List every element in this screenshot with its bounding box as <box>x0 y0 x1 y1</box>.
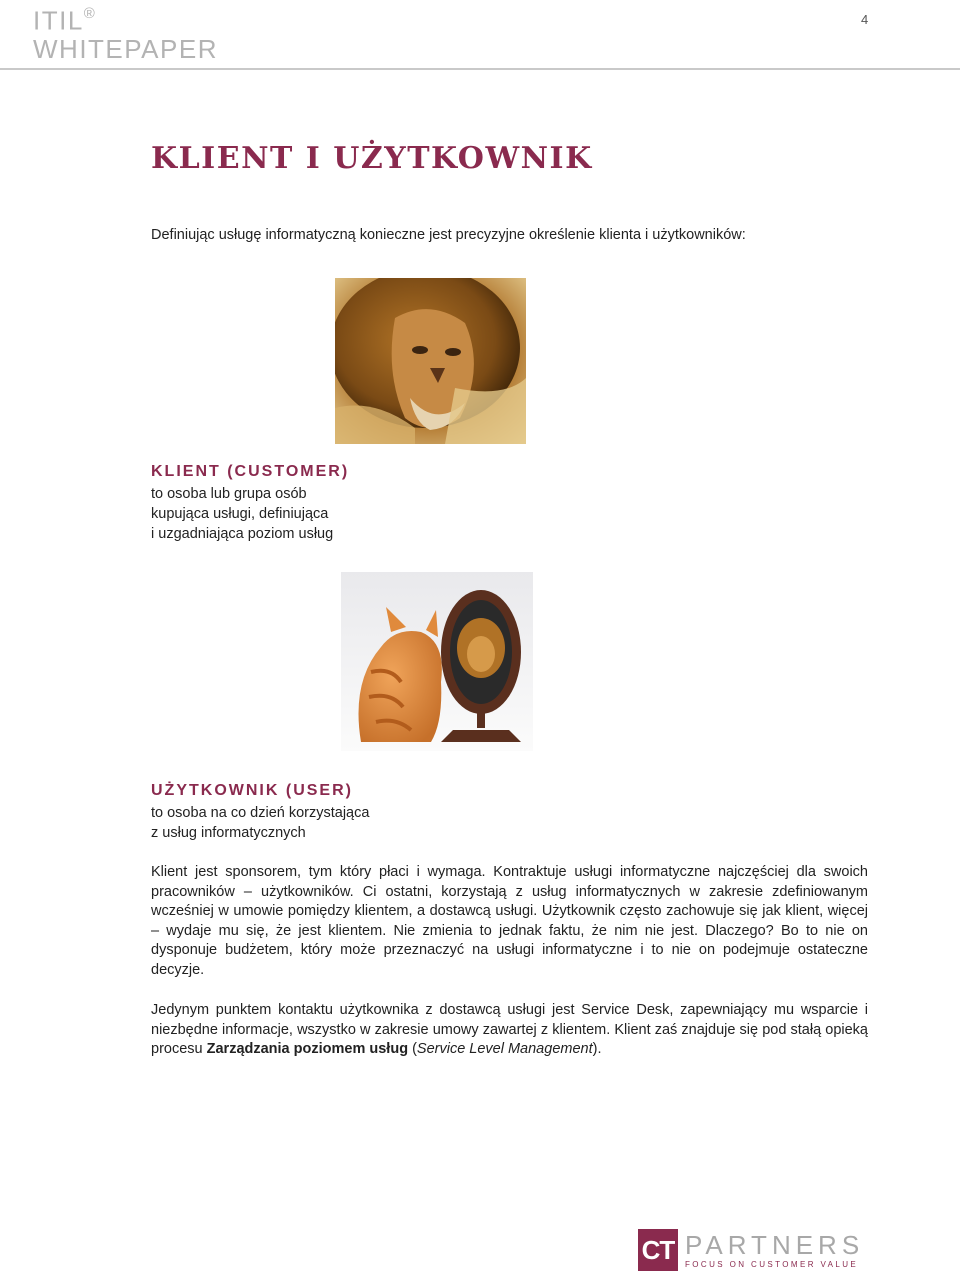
page-number: 4 <box>861 12 869 27</box>
body-paragraph-1: Klient jest sponsorem, tym który płaci i wymaga. Kontraktuje usługi informatyczne najczęściej dla swoich pracowników – użytkowników. Ci ostatni, korzystają z usług informatycznych w zakresie zdefiniowanym wcześniej w umowie pomiędzy klientem, a dostawcą usługi. Użytkownik często zachowuje się jak klient, więcej – wydaje mu się, że jest klientem. Nie zmienia to jednak faktu, że nim nie jest. Dlaczego? Bo to nie on dysponuje budżetem, który może przeznaczyć na usługi informatyczne i to nie on podejmuje ostateczne decyzje. <box>151 864 868 978</box>
user-line: to osoba na co dzień korzystająca <box>151 805 370 821</box>
brand-whitepaper: WHITEPAPER <box>33 33 218 64</box>
customer-line: i uzgadniająca poziom usług <box>151 526 334 542</box>
italic-term: Service Level Management <box>416 1041 593 1058</box>
document-brand <box>33 2 218 63</box>
paragraph-text: ). <box>592 1041 602 1058</box>
brand-itil: ITIL <box>33 5 84 36</box>
body-paragraph-2 <box>151 1001 868 1060</box>
customer-definition <box>151 462 349 544</box>
lion-photo <box>335 278 526 444</box>
intro-text: Definiując usługę informatyczną konieczne jest precyzyjne określenie klienta i użytkowników: <box>151 227 746 243</box>
paragraph-text: Jedynym punktem kontaktu użytkownika z dostawcą usługi jest Service Desk, zapewniający mu wsparcie i niezbędne informacje, wszystko w zakresie umowy zawartej z klientem. Klient zaś znajduje się pod stałą opieką procesu <box>151 1002 868 1058</box>
customer-line: to osoba lub grupa osób <box>151 486 307 502</box>
paragraph-text: ( <box>408 1041 417 1058</box>
kitten-mirror-photo <box>341 572 533 751</box>
registered-mark: ® <box>83 5 97 22</box>
user-heading: UŻYTKOWNIK (USER) <box>151 782 353 799</box>
logo-partners-word: PARTNERS <box>685 1230 865 1260</box>
logo-tagline: FOCUS ON CUSTOMER VALUE <box>685 1260 859 1269</box>
logo-ct-box: CT <box>638 1229 678 1271</box>
customer-heading: KLIENT (CUSTOMER) <box>151 463 350 480</box>
page-header <box>0 0 960 70</box>
ct-partners-logo <box>638 1229 866 1273</box>
customer-line: kupująca usługi, definiująca <box>151 506 329 522</box>
page-title: KLIENT I UŻYTKOWNIK <box>151 141 593 176</box>
user-definition <box>151 781 369 843</box>
user-line: z usług informatycznych <box>151 825 306 841</box>
bold-term: Zarządzania poziomem usług <box>206 1041 409 1058</box>
